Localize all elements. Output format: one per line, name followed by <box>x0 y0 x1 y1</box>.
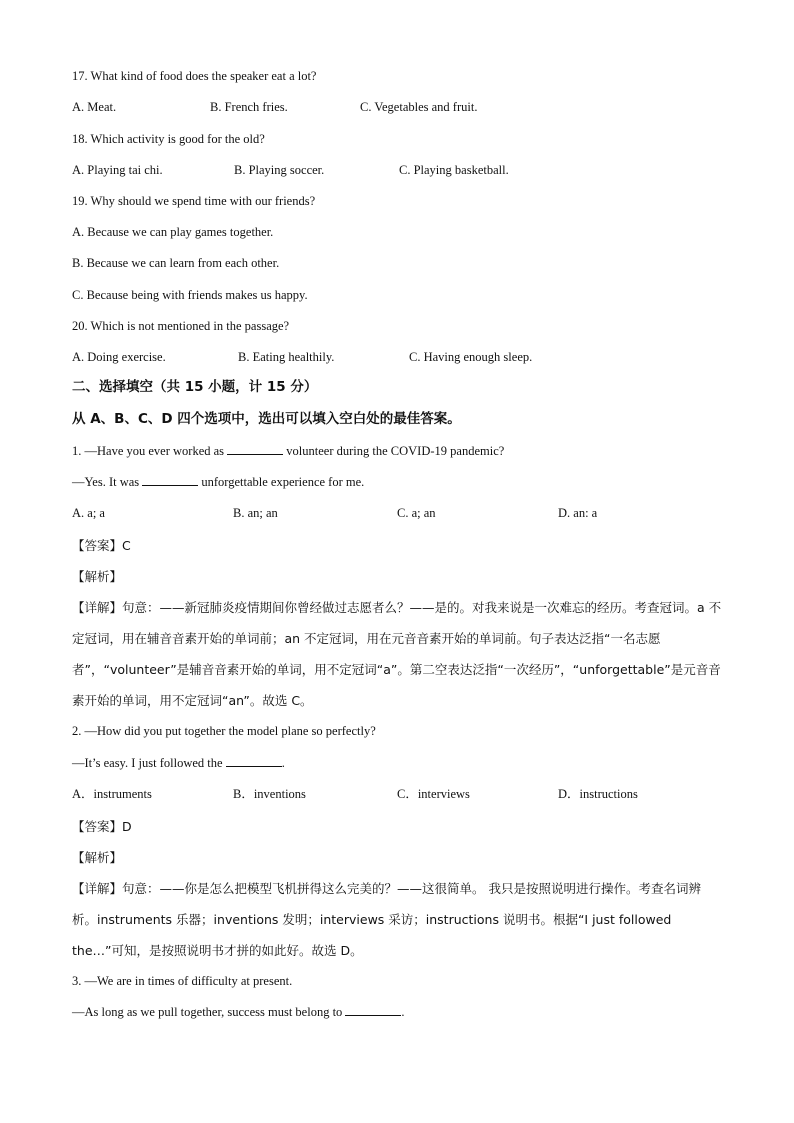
q18-option-b: B. Playing soccer. <box>234 163 325 177</box>
s1-option-d: D. an: a <box>558 506 598 520</box>
q19-option-b: B. Because we can learn from each other. <box>72 256 280 270</box>
s1-line1: 1. —Have you ever worked as volunteer during the COVID-19 pandemic? <box>72 444 505 458</box>
section-instruction: 从 A、B、C、D 四个选项中，选出可以填入空白处的最佳答案。 <box>72 411 461 427</box>
s1-analysis-label: 【解析】 <box>72 569 123 584</box>
s1-option-a: A. a; a <box>72 506 105 520</box>
q20-option-c: C. Having enough sleep. <box>409 350 533 364</box>
s3-line2: —As long as we pull together, success must belong to . <box>72 1005 405 1019</box>
s2-line1: 2. —How did you put together the model plane so perfectly? <box>72 724 376 738</box>
question-18-stem: 18. Which activity is good for the old? <box>72 132 265 146</box>
q17-option-a: A. Meat. <box>72 100 117 114</box>
s2-analysis-label: 【解析】 <box>72 850 123 865</box>
s1-line2: —Yes. It was unforgettable experience for me. <box>72 475 365 489</box>
q19-option-a: A. Because we can play games together. <box>72 225 274 239</box>
q17-option-b: B. French fries. <box>210 100 288 114</box>
q17-option-c: C. Vegetables and fruit. <box>360 100 478 114</box>
s2-option-c: C．interviews <box>397 787 470 801</box>
s3-line1: 3. —We are in times of difficulty at present. <box>72 974 293 988</box>
q20-option-b: B. Eating healthily. <box>238 350 335 364</box>
s1-option-c: C. a; an <box>397 506 436 520</box>
s1-detail: 【详解】句意：——新冠肺炎疫情期间你曾经做过志愿者么？——是的。对我来说是一次难忘的经历。考查冠词。a 不定冠词，用在辅音音素开始的单词前；an 不定冠词，用在元音音素开始的单词前。句子表达泛指“一名志愿者”，“volunteer”是辅音音素开始的单词，用不定冠词“a”。第二空表达泛指“一次经历”，“unforgettable”是元音音素开始的单词，用不定冠词“an”。故选 C。 <box>72 600 722 708</box>
s2-option-b: B．inventions <box>233 787 306 801</box>
question-17-stem: 17. What kind of food does the speaker eat a lot? <box>72 69 317 83</box>
blank <box>345 1004 401 1016</box>
s2-line2: —It’s easy. I just followed the . <box>72 756 285 770</box>
s1-answer: 【答案】C <box>72 538 131 553</box>
blank <box>227 443 283 455</box>
s2-option-a: A．instruments <box>72 787 152 801</box>
section-title: 二、选择填空（共 15 小题，计 15 分） <box>72 379 318 395</box>
q18-option-a: A. Playing tai chi. <box>72 163 163 177</box>
s2-option-d: D．instructions <box>558 787 638 801</box>
s1-option-b: B. an; an <box>233 506 278 520</box>
question-20-stem: 20. Which is not mentioned in the passage? <box>72 319 290 333</box>
q18-option-c: C. Playing basketball. <box>399 163 509 177</box>
blank <box>142 474 198 486</box>
s2-answer: 【答案】D <box>72 819 132 834</box>
blank <box>226 755 282 767</box>
q19-option-c: C. Because being with friends makes us happy. <box>72 288 308 302</box>
question-19-stem: 19. Why should we spend time with our friends? <box>72 194 316 208</box>
q20-option-a: A. Doing exercise. <box>72 350 166 364</box>
s2-detail: 【详解】句意：——你是怎么把模型飞机拼得这么完美的？——这很简单。 我只是按照说明进行操作。考查名词辨析。instruments 乐器；inventions 发明；interviews 采访；instructions 说明书。根据“I just followed the…”可知，是按照说明书才拼的如此好。故选 D。 <box>72 881 701 958</box>
